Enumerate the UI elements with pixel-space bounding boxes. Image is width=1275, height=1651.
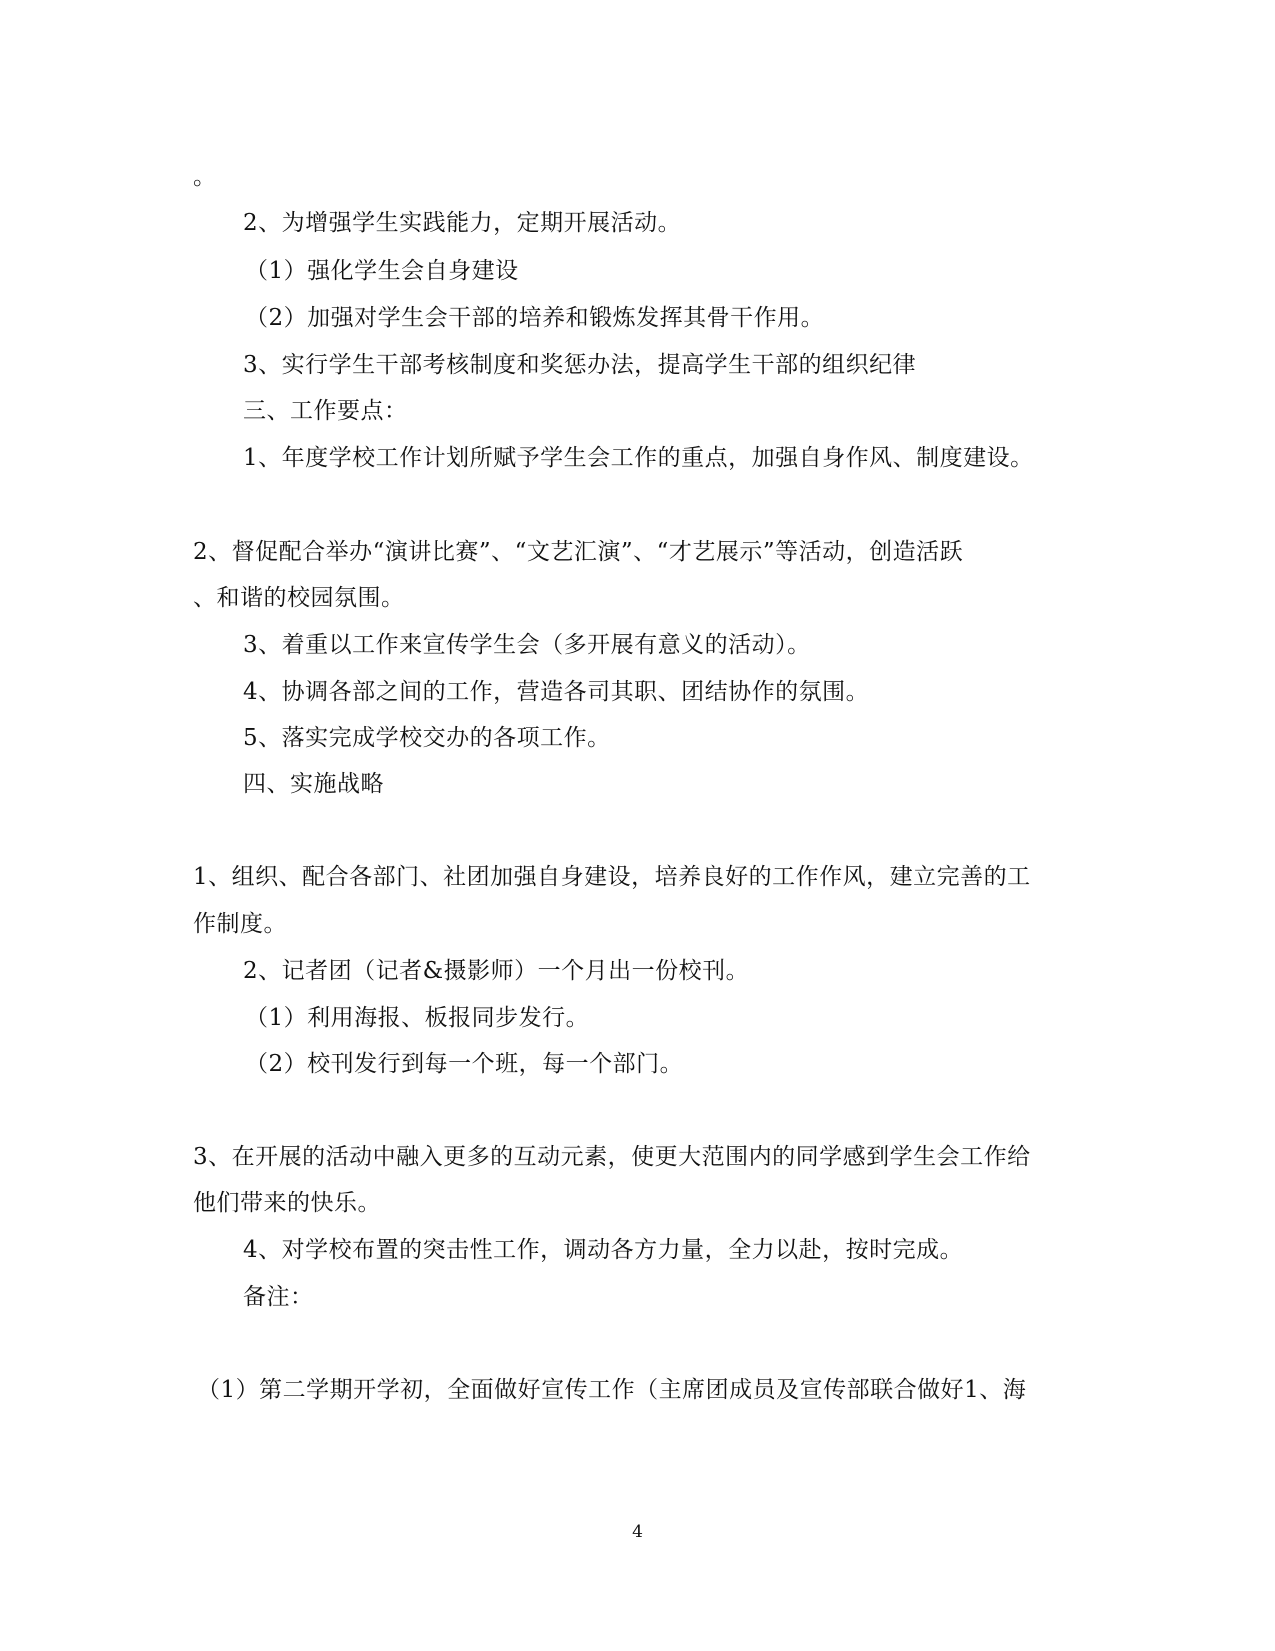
text-line-strategy-3: 3、在开展的活动中融入更多的互动元素，使更大范围内的同学感到学生会工作给 <box>193 1144 1031 1170</box>
text-line-strategy-1-cont: 作制度。 <box>193 911 287 937</box>
text-line-subitem-1-strengthen: （1）强化学生会自身建设 <box>245 258 519 284</box>
section-heading-work-points: 三、工作要点： <box>243 398 408 424</box>
text-line-work-point-2-cont: 、和谐的校园氛围。 <box>193 585 405 611</box>
text-line-work-point-5: 5、落实完成学校交办的各项工作。 <box>243 725 611 751</box>
text-line-item-3-assessment: 3、实行学生干部考核制度和奖惩办法，提高学生干部的组织纪律 <box>243 352 917 378</box>
text-line-work-point-2: 2、督促配合举办“演讲比赛”、“文艺汇演”、“才艺展示”等活动，创造活跃 <box>193 539 964 565</box>
text-line-strategy-2-sub-2: （2）校刊发行到每一个班，每一个部门。 <box>245 1051 684 1077</box>
page-number: 4 <box>632 1522 643 1542</box>
text-line-subitem-2-cadre: （2）加强对学生会干部的培养和锻炼发挥其骨干作用。 <box>245 305 825 331</box>
text-line-strategy-4: 4、对学校布置的突击性工作，调动各方力量，全力以赴，按时完成。 <box>243 1237 964 1263</box>
text-line-item-2-practice: 2、为增强学生实践能力，定期开展活动。 <box>243 210 682 236</box>
section-heading-strategy: 四、实施战略 <box>243 771 384 797</box>
text-line-strategy-1: 1、组织、配合各部门、社团加强自身建设，培养良好的工作作风，建立完善的工 <box>193 864 1031 890</box>
section-heading-notes: 备注： <box>243 1284 314 1310</box>
text-line-strategy-3-cont: 他们带来的快乐。 <box>193 1190 381 1216</box>
text-line-work-point-4: 4、协调各部之间的工作，营造各司其职、团结协作的氛围。 <box>243 679 870 705</box>
text-line-period: 。 <box>193 164 217 190</box>
text-line-work-point-3: 3、着重以工作来宣传学生会（多开展有意义的活动）。 <box>243 632 811 658</box>
text-line-strategy-2: 2、记者团（记者&摄影师）一个月出一份校刊。 <box>243 958 750 984</box>
text-line-work-point-1: 1、年度学校工作计划所赋予学生会工作的重点，加强自身作风、制度建设。 <box>243 445 1034 471</box>
text-line-strategy-2-sub-1: （1）利用海报、板报同步发行。 <box>245 1005 590 1031</box>
text-line-note-1: （1）第二学期开学初，全面做好宣传工作（主席团成员及宣传部联合做好1、海 <box>197 1377 1027 1403</box>
